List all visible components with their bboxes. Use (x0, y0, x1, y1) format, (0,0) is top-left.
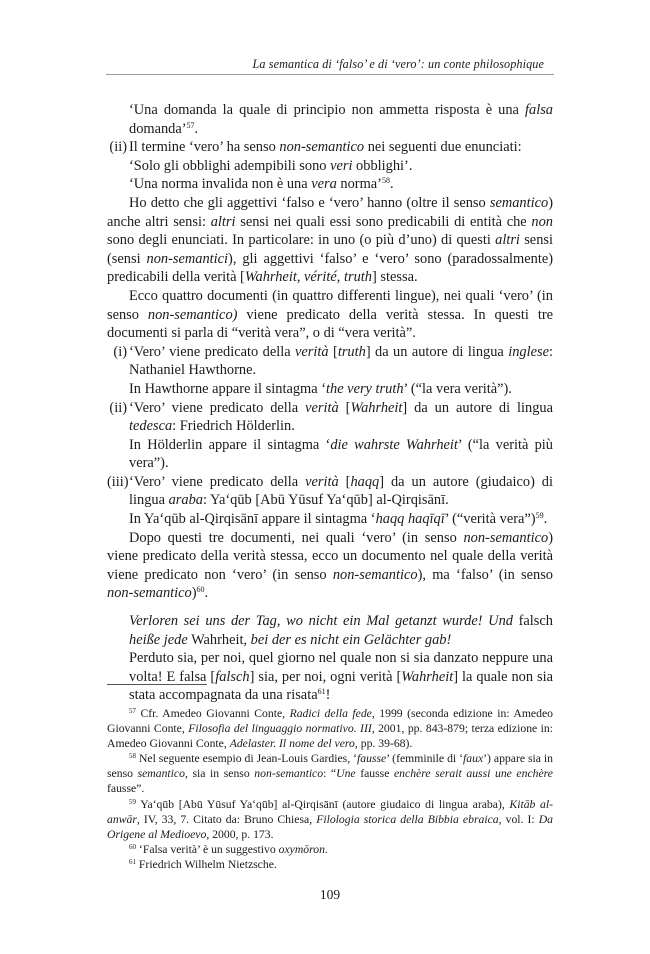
footnotes (107, 706, 553, 872)
quoted-sentence: ‘Una domanda la quale di principio non ammetta risposta è una falsa domanda’$^{57}$. (129, 102, 553, 137)
list-item-ii: (ii) Il termine ‘vero’ ha senso non-semantico nei seguenti due enunciati: ‘Solo gli obblighi adempibili sono veri obblighi’. ‘Una norma invalida non è una vera norma’$^{58}$. (107, 138, 553, 194)
footnote-ref-57[interactable]: 57 (186, 120, 195, 130)
footnote-ref-60[interactable]: 60 (196, 585, 205, 595)
footnote-ref-59[interactable]: 59 (535, 511, 544, 521)
list-label: (i) (113, 343, 127, 360)
footnote-rule (107, 684, 207, 685)
list-label: (ii) (109, 399, 127, 416)
paragraph: Ecco quattro documenti (in quattro differenti lingue), nei quali ‘vero’ (in senso non-semantico) viene predicato della verità stessa. In questi tre documenti si parla di “verità vera”, o di “vera verità”. (107, 287, 553, 342)
footnote-60: $^{60}$ ‘Falsa verità’ è un suggestivo oxymōron. (129, 842, 328, 856)
list-label: (iii) (107, 473, 129, 490)
running-head: La semantica di ‘falso’ e di ‘vero’: un conte philosophique (252, 57, 544, 71)
page-number: 109 (319, 887, 341, 902)
document-item-iii: (iii) ‘Vero’ viene predicato della verità [haqq] da un autore (giudaico) di lingua araba: Ya‘qūb [Abū Yūsuf Ya‘qūb] al-Qirqisānī. In Ya‘qūb al-Qirqisānī appare il sintagma ‘haqq haqīqī’ (“verità vera”)$^{59}$. (107, 473, 554, 528)
document-item-i: (i) ‘Vero’ viene predicato della verità [truth] da un autore di lingua inglese: Nathaniel Hawthorne. In Hawthorne appare il sintagma ‘the very truth’ (“la vera verità”). (107, 343, 553, 399)
footnote-ref-61[interactable]: 61 (317, 687, 326, 697)
body-text (107, 101, 553, 705)
header-rule (106, 74, 554, 75)
footnote-57: $^{57}$ Cfr. Amedeo Giovanni Conte, Radici della fede, 1999 (seconda edizione in: Amedeo Giovanni Conte, Filosofia del linguaggio normativo. III, 2001, pp. 843-879; terza edizione in: Amedeo Giovanni Conte, Adelaster. Il nome del vero, pp. 39-68). (107, 707, 553, 751)
document-item-ii: (ii) ‘Vero’ viene predicato della verità [Wahrheit] da un autore di lingua tedesca: Friedrich Hölderlin. In Hölderlin appare il sintagma ‘die wahrste Wahrheit’ (“la verità più vera”). (107, 399, 553, 473)
footnote-61: $^{61}$ Friedrich Wilhelm Nietzsche. (129, 857, 277, 871)
block-quote-german: Verloren sei uns der Tag, wo nicht ein Mal getanzt wurde! Und falsch heiße jede Wahrheit, bei der es nicht ein Gelächter gab! (129, 613, 553, 648)
footnote-58: $^{58}$ Nel seguente esempio di Jean-Louis Gardies, ‘fausse’ (femminile di ‘faux’) appare sia in senso semantico, sia in senso non-semantico: “Une fausse enchère serait aussi une enchère fausse”. (107, 752, 554, 796)
footnote-ref-58[interactable]: 58 (381, 176, 390, 186)
block-quote-italian: Perduto sia, per noi, quel giorno nel quale non si sia danzato neppure una volta! E falsa [falsch] sia, per noi, ogni verità [Wahrheit] la quale non sia stata accompagnata da una risata$^{61}$! (129, 650, 553, 704)
paragraph: Dopo questi tre documenti, nei quali ‘vero’ (in senso non-semantico) viene predicato della verità stessa, ecco un documento nel quale della verità viene predicato non ‘vero’ (in senso non-semantico), ma ‘falso’ (in senso non-semantico)$^{60}$. (107, 529, 553, 602)
footnote-59: $^{59}$ Ya‘qūb [Abū Yūsuf Ya‘qūb] al-Qirqisānī (autore giudaico di lingua araba), Kitāb al-anwār, IV, 33, 7. Citato da: Bruno Chiesa, Filologia storica della Bibbia ebraica, vol. I: Da Origene al Medioevo, 2000, p. 173. (107, 797, 554, 841)
paragraph: Ho detto che gli aggettivi ‘falso e ‘vero’ hanno (oltre il senso semantico) anche altri sensi: altri sensi nei quali essi sono predicabili di entità che non sono degli enunciati. In particolare: in uno (o più d’uno) di questi altri sensi (sensi non-semantici), gli aggettivi ‘falso’ e ‘vero’ sono (paradossalmente) predicabili della verità [Wahrheit, vérité, truth] stessa. (107, 194, 553, 286)
list-label: (ii) (109, 139, 127, 156)
